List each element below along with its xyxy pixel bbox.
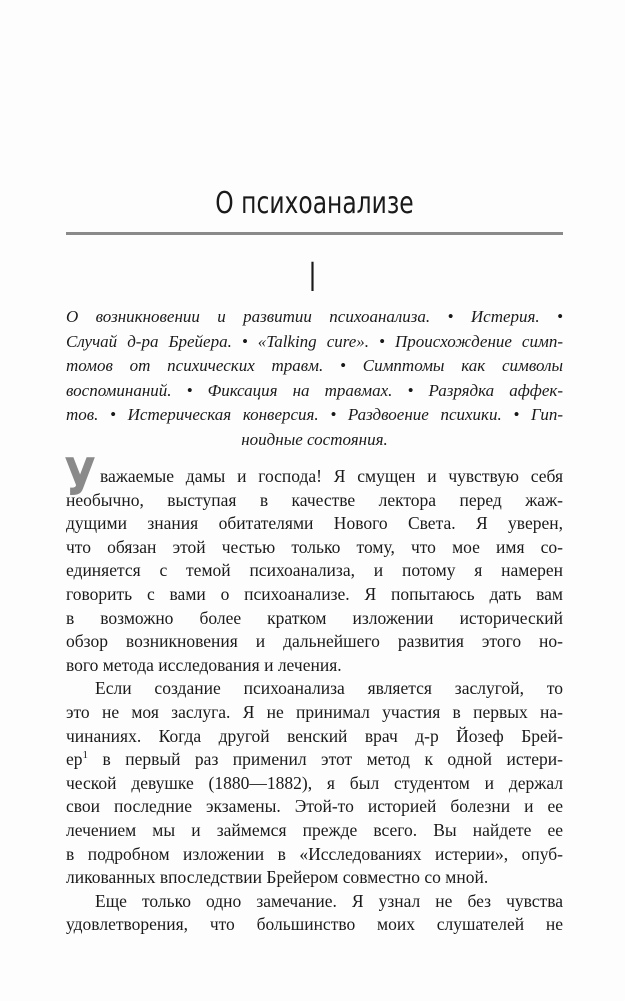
paragraph-line: удовлетворения, что большинство моих слушателей не	[66, 914, 563, 935]
paragraph-line: важаемые дамы и господа! Я смущен и чувствую себя	[100, 466, 563, 486]
line-rest: в первый раз применил этот метод к одной истери-	[88, 749, 563, 770]
summary-line: Случай д-ра Брейера. • «Talking cure». • Происхождение симп-	[66, 331, 563, 351]
paragraph-line: в возможно более кратком изложении исторический	[66, 607, 563, 628]
title-divider	[66, 232, 563, 235]
paragraph-line: свои последние экзамены. Этой-то историей болезни и ее	[66, 796, 563, 817]
summary-line: ноидные состояния.	[241, 429, 388, 449]
paragraph-line: чинаниях. Когда другой венский врач д-р Йозеф Брей-	[66, 725, 563, 746]
summary-line: томов от психических травм. • Симптомы как символы	[66, 356, 563, 375]
paragraph-line: необычно, выступая в качестве лектора перед жаж-	[66, 489, 563, 510]
paragraph-line: лечением мы и займемся прежде всего. Вы найдете ее	[66, 819, 563, 840]
paragraph-line: что обязан этой честью только тому, что мое имя со-	[66, 536, 563, 557]
summary-line: тов. • Истерическая конверсия. • Раздвоение психики. • Гип-	[66, 405, 563, 424]
part-number: I	[309, 255, 316, 301]
footnote-marker[interactable]: 1	[82, 749, 89, 762]
paragraph-line: ликованных впоследствии Брейером совместно со мной.	[66, 867, 489, 888]
paragraph-line: Если создание психоанализа является заслугой, то	[95, 678, 563, 699]
paragraph-line: это не моя заслуга. Я не принимал участия в первых на-	[66, 701, 563, 722]
paragraph-line: говорить с вами о психоанализе. Я попытаюсь дать вам	[66, 583, 563, 604]
paragraph-line: Еще только одно замечание. Я узнал не без чувства	[95, 890, 563, 911]
summary-line: О возникновении и развитии психоанализа. • Истерия. •	[66, 307, 563, 326]
paragraph-line: единяется с темой психоанализа, и потому я намерен	[66, 560, 563, 581]
line-start: ер	[66, 749, 83, 770]
drop-cap: У	[64, 448, 97, 508]
paragraph-line: ческой девушке (1880—1882), я был студентом и держал	[66, 772, 563, 793]
paragraph-line	[66, 748, 563, 772]
summary-line: воспоминаний. • Фиксация на травмах. • Разрядка аффек-	[66, 380, 563, 400]
paragraph-line: вого метода исследования и лечения.	[66, 654, 342, 675]
paragraph-line: в подробном изложении в «Исследованиях истерии», опуб-	[66, 843, 563, 864]
chapter-title: О психоанализе	[215, 186, 414, 221]
chapter-summary	[66, 305, 563, 452]
body-text	[66, 465, 563, 937]
paragraph-line: обзор возникновения и дальнейшего развития этого но-	[66, 631, 563, 652]
paragraph-line: дущими знания обитателями Нового Света. Я уверен,	[66, 513, 563, 534]
